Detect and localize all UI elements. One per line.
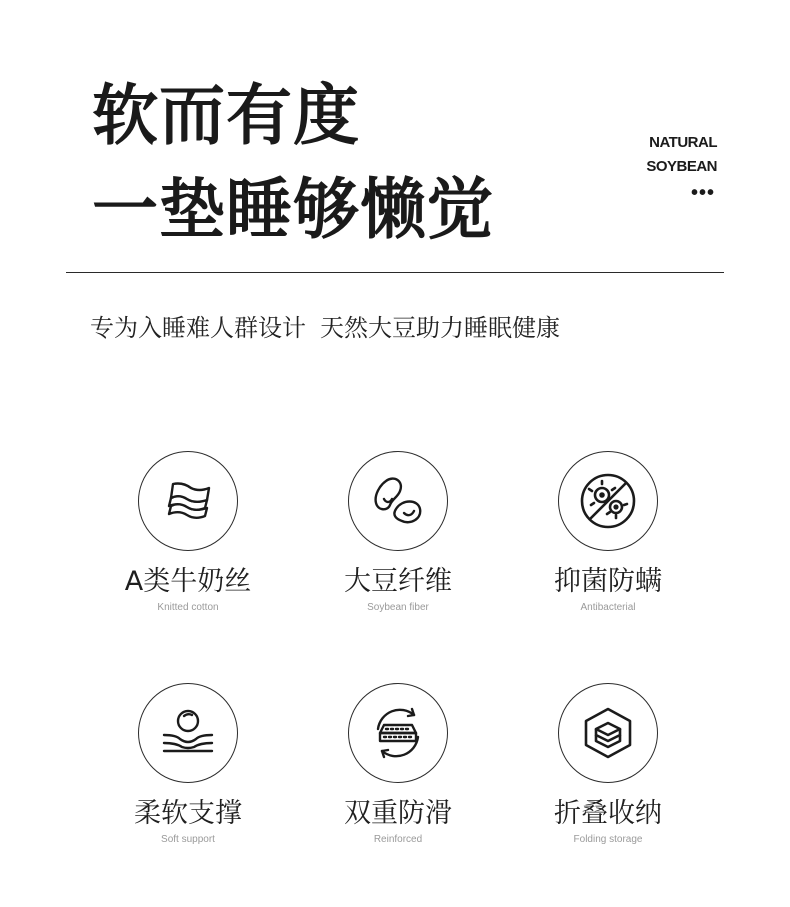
folding-box-icon	[578, 703, 638, 763]
feature-icon-circle	[138, 451, 238, 551]
soft-support-icon	[156, 701, 220, 765]
header-divider	[66, 272, 724, 273]
feature-antibacterial	[508, 451, 708, 615]
feature-label: 大豆纤维	[344, 566, 452, 597]
feature-label: 折叠收纳	[554, 798, 662, 829]
feature-icon-circle	[558, 683, 658, 783]
feature-icon-circle	[558, 451, 658, 551]
feature-sub: Folding storage	[573, 834, 643, 845]
headline-line-2: 一垫睡够懒觉	[92, 171, 494, 248]
feature-sub: Soybean fiber	[367, 602, 429, 613]
feature-label: 抑菌防螨	[554, 566, 662, 597]
subtitle-part-2: 天然大豆助力睡眠健康	[320, 314, 560, 342]
subtitle-part-1: 专为入睡难人群设计	[90, 314, 306, 342]
headline-line-1: 软而有度	[92, 77, 360, 154]
feature-icon-circle	[348, 451, 448, 551]
tag-natural: NATURAL	[649, 134, 717, 151]
tag-soybean: SOYBEAN	[646, 158, 717, 175]
feature-label: A类牛奶丝	[124, 566, 252, 597]
feature-label: 双重防滑	[344, 798, 452, 829]
feature-folding-storage	[508, 683, 708, 847]
tag-dots: •••	[690, 182, 715, 204]
feature-reinforced	[298, 683, 498, 847]
subtitle	[90, 310, 560, 346]
feature-sub: Knitted cotton	[157, 602, 219, 613]
feature-icon-circle	[138, 683, 238, 783]
feature-soft-support	[88, 683, 288, 847]
feature-sub: Reinforced	[373, 834, 423, 845]
feature-soybean-fiber	[298, 451, 498, 615]
layers-icon	[157, 470, 219, 532]
anti-bacteria-icon	[574, 467, 642, 535]
mattress-rotate-icon	[364, 699, 432, 767]
feature-icon-circle	[348, 683, 448, 783]
feature-knitted-cotton	[88, 451, 288, 615]
feature-sub: Antibacterial	[580, 602, 636, 613]
feature-sub: Soft support	[161, 834, 215, 845]
feature-label: 柔软支撑	[134, 798, 242, 829]
soybean-icon	[366, 469, 430, 533]
